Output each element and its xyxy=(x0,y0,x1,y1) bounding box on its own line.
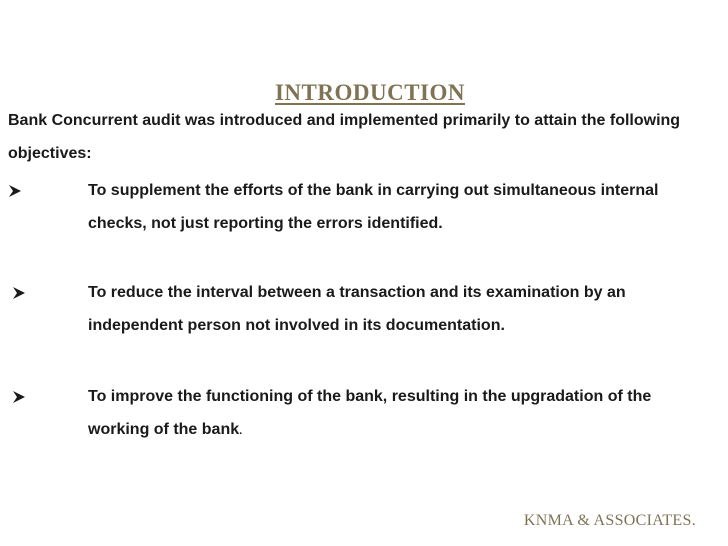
bullet-text-main: To improve the functioning of the bank, resulting in the upgradation of the working of the bank xyxy=(88,388,652,438)
bullet-text: To supplement the efforts of the bank in carrying out simultaneous internal checks, not just reporting the errors identified. xyxy=(88,182,659,232)
footer-firm-name: KNMA & ASSOCIATES. xyxy=(523,512,696,529)
bullet-text: To reduce the interval between a transaction and its examination by an independent person not involved in its documentation. xyxy=(88,284,626,334)
arrowhead-bullet-icon xyxy=(12,380,34,413)
slide-title: INTRODUCTION xyxy=(274,80,466,105)
bullet-item xyxy=(8,174,708,240)
bullet-item xyxy=(8,276,708,342)
bullet-text-period: . xyxy=(239,425,243,437)
bullet-text xyxy=(88,380,708,448)
bullet-item xyxy=(8,380,708,448)
arrowhead-bullet-icon xyxy=(8,174,30,207)
intro-paragraph: Bank Concurrent audit was introduced and implemented primarily to attain the following objectives: xyxy=(8,112,681,162)
arrowhead-bullet-icon xyxy=(12,276,34,309)
